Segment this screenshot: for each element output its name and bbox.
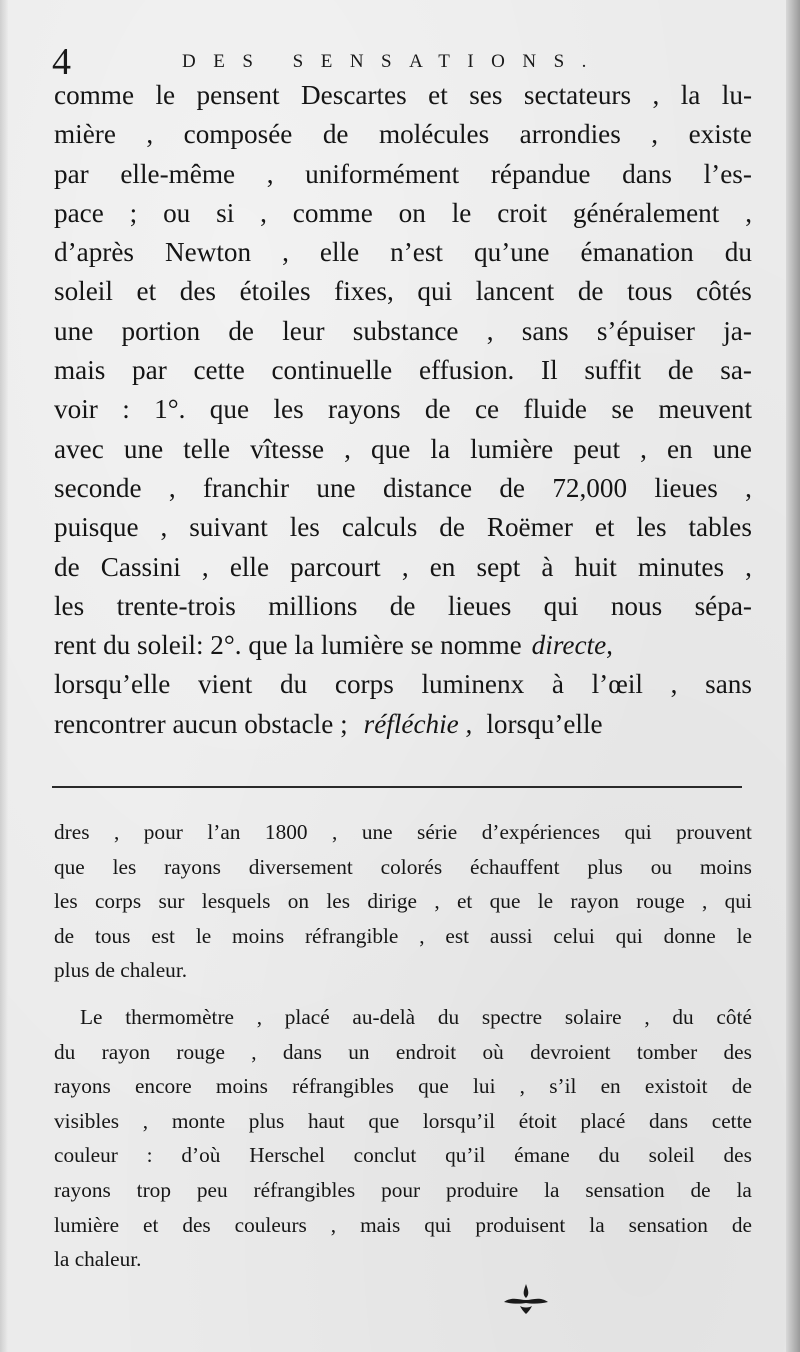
footnote-line: rayons encore moins réfrangibles que lui , s’il en existoit de — [54, 1074, 752, 1099]
footnote-separator-rule — [52, 786, 742, 788]
text-line-mixed — [54, 705, 752, 744]
fleuron-ornament-icon — [496, 1280, 556, 1320]
page-left-shadow — [0, 0, 8, 1352]
main-text-block — [54, 76, 752, 744]
text-line: les trente-trois millions de lieues qui nous sépa- — [54, 590, 752, 621]
footnote-line — [54, 953, 752, 988]
footnote-line: les corps sur lesquels on les dirige , et que le rayon rouge , qui — [54, 889, 752, 914]
italic-term-reflechie: réfléchie , — [363, 708, 473, 739]
footnote-line: de tous est le moins réfrangible , est aussi celui qui donne le — [54, 923, 752, 948]
footnote-line: dres , pour l’an 1800 , une série d’expériences qui prouvent — [54, 820, 752, 844]
text-line: avec une telle vîtesse , que la lumière peut , en une — [54, 433, 752, 464]
text-line: de Cassini , elle parcourt , en sept à huit minutes , — [54, 551, 752, 582]
text-line: seconde , franchir une distance de 72,000 lieues , — [54, 472, 752, 503]
text-line: voir : 1°. que les rayons de ce fluide se meuvent — [54, 394, 752, 425]
running-title: DES SENSATIONS. — [182, 51, 604, 72]
text-line: une portion de leur substance , sans s’épuiser ja- — [54, 315, 752, 346]
text-segment: rencontrer aucun obstacle ; — [54, 708, 348, 739]
text-line-mixed — [54, 626, 752, 665]
page-right-edge — [786, 0, 800, 1352]
text-segment: lorsqu’elle — [486, 708, 603, 739]
text-line: d’après Newton , elle n’est qu’une émanation du — [54, 237, 752, 268]
text-line: lorsqu’elle vient du corps luminenx à l’œil , sans — [54, 669, 752, 700]
footnote-line: du rayon rouge , dans un endroit où devroient tomber des — [54, 1039, 752, 1064]
footnote-line: que les rayons diversement colorés échauffent plus ou moins — [54, 854, 752, 879]
footnote-line-end: la chaleur. — [54, 1247, 142, 1272]
text-line: soleil et des étoiles fixes, qui lancent de tous côtés — [54, 276, 752, 307]
text-segment: rent du soleil: 2°. que la lumière se nomme — [54, 630, 522, 661]
page-number: 4 — [52, 41, 71, 83]
footnote-line: visibles , monte plus haut que lorsqu’il étoit placé dans cette — [54, 1108, 752, 1133]
footnote-line — [54, 1242, 752, 1277]
footnote-line-end: plus de chaleur. — [54, 958, 188, 983]
footnote-line: Le thermomètre , placé au-delà du spectre solaire , du côté — [80, 1004, 752, 1029]
text-line: mière , composée de molécules arrondies , existe — [54, 119, 752, 150]
text-line: puisque , suivant les calculs de Roëmer et les tables — [54, 512, 752, 543]
footnote-line: rayons trop peu réfrangibles pour produire la sensation de la — [54, 1177, 752, 1202]
text-line: par elle-même , uniformément répandue dans l’es- — [54, 158, 752, 189]
text-line: mais par cette continuelle effusion. Il suffit de sa- — [54, 355, 752, 386]
italic-term-directe: directe, — [531, 630, 613, 661]
text-line: comme le pensent Descartes et ses sectateurs , la lu- — [54, 80, 752, 110]
text-line: pace ; ou si , comme on le croit généralement , — [54, 197, 752, 228]
footnote-line: couleur : d’où Herschel conclut qu’il émane du soleil des — [54, 1143, 752, 1168]
footnote-block — [54, 815, 752, 1277]
footnote-line: lumière et des couleurs , mais qui produisent la sensation de — [54, 1212, 752, 1237]
